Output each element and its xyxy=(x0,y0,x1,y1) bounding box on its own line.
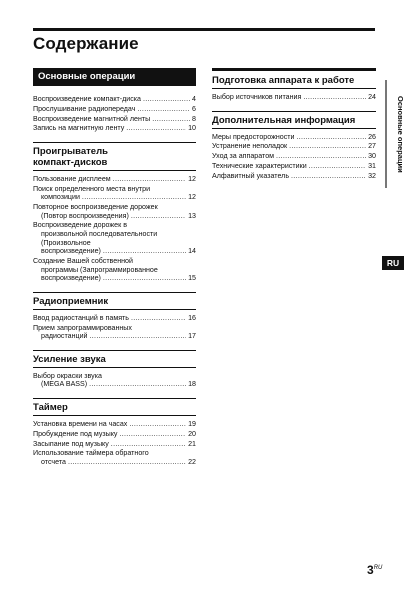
dot-leader xyxy=(131,314,186,323)
toc-entry-text: Воспроизведение магнитной ленты xyxy=(33,114,151,123)
dot-leader xyxy=(68,458,186,467)
section-title-sound: Усиление звука xyxy=(33,350,196,368)
side-tab-label: Основные операции xyxy=(396,95,405,173)
toc-entry xyxy=(33,430,196,439)
section-title-line: компакт-дисков xyxy=(33,156,108,168)
section-cd-player xyxy=(33,142,196,283)
toc-page-number: 24 xyxy=(368,93,376,101)
toc-entry-last-line xyxy=(33,247,196,256)
toc-entry-last-line xyxy=(33,274,196,283)
toc-left-column xyxy=(33,68,196,476)
dot-leader xyxy=(111,440,186,449)
toc-entry-last-line xyxy=(212,142,376,151)
toc-entry-last-line xyxy=(33,430,196,439)
side-section-tab xyxy=(385,80,405,188)
toc-entry-text: Поиск определенного места внутри xyxy=(33,184,151,193)
toc-entry-text: Пользование дисплеем xyxy=(33,174,111,183)
section-title-basic: Основные операции xyxy=(33,68,196,86)
toc-entry-last-line xyxy=(212,172,376,181)
toc-page-number: 19 xyxy=(188,419,196,428)
title-rule xyxy=(33,28,375,31)
toc-entry-last-line xyxy=(33,440,196,449)
toc-entry-last-line xyxy=(33,212,196,221)
toc-entry-text: Засыпание под музыку xyxy=(33,439,109,448)
page-title: Содержание xyxy=(33,34,139,53)
dot-leader xyxy=(119,430,186,439)
page-number-value: 3 xyxy=(367,563,374,577)
toc-entry-last-line xyxy=(33,458,196,467)
dot-leader xyxy=(309,162,366,171)
toc-entry-last-line xyxy=(33,193,196,202)
toc-entry-last-line xyxy=(33,380,196,389)
dot-leader xyxy=(303,93,366,102)
toc-page-number: 30 xyxy=(368,152,376,161)
toc-entry-text: отсчета xyxy=(41,457,66,466)
section-title-extra: Дополнительная информация xyxy=(212,111,376,129)
toc-page-number: 6 xyxy=(192,104,196,113)
toc-entry xyxy=(33,185,196,202)
toc-entry xyxy=(33,449,196,466)
toc-entry-last-line xyxy=(212,162,376,171)
section-sound xyxy=(33,350,196,389)
dot-leader xyxy=(137,105,190,114)
toc-entry xyxy=(33,203,196,220)
toc-entry-text: Алфавитный указатель xyxy=(212,171,290,180)
toc-entry xyxy=(212,172,376,181)
dot-leader xyxy=(89,380,186,389)
toc-page-number: 26 xyxy=(368,132,376,141)
toc-entry-text: Устранение неполадок xyxy=(212,142,288,151)
dot-leader xyxy=(103,274,186,283)
section-preparation xyxy=(212,68,376,102)
toc-page-number: 27 xyxy=(368,142,376,151)
toc-entry-text: (MEGA BASS) xyxy=(41,380,88,389)
toc-entry-text: воспроизведение) xyxy=(41,247,101,256)
toc-entry-last-line xyxy=(33,115,196,124)
toc-entries xyxy=(33,420,196,467)
toc-entry-text: Уход за аппаратом xyxy=(212,152,275,161)
section-title-radio: Радиоприемник xyxy=(33,292,196,310)
section-radio xyxy=(33,292,196,341)
toc-entry-text: Прием запрограммированных xyxy=(33,323,132,332)
toc-page-number: 14 xyxy=(188,247,196,256)
toc-entry-last-line xyxy=(33,105,196,114)
toc-entry xyxy=(212,162,376,171)
toc-entry-text: Выбор окраски звука xyxy=(33,371,102,380)
toc-entry xyxy=(212,142,376,151)
toc-page-number: 32 xyxy=(368,171,376,180)
toc-entries xyxy=(33,314,196,341)
toc-page-number: 10 xyxy=(188,124,196,133)
dot-leader xyxy=(152,115,190,124)
toc-entry-text: композиции xyxy=(41,193,80,202)
dot-leader xyxy=(113,175,186,184)
language-badge: RU xyxy=(382,256,404,270)
toc-entries xyxy=(33,372,196,389)
toc-entry-last-line xyxy=(33,420,196,429)
toc-entry xyxy=(212,152,376,161)
toc-page-number: 8 xyxy=(192,114,196,123)
dot-leader xyxy=(103,247,186,256)
toc-entry-text: Выбор источников питания xyxy=(212,93,302,101)
toc-page-number: 20 xyxy=(188,429,196,438)
toc-page-number: 22 xyxy=(188,457,196,466)
dot-leader xyxy=(129,420,186,429)
toc-page-number: 18 xyxy=(188,380,196,389)
dot-leader xyxy=(131,212,186,221)
toc-entry-last-line xyxy=(212,152,376,161)
toc-entry-last-line xyxy=(33,332,196,341)
toc-entries xyxy=(212,133,376,181)
toc-entry xyxy=(33,105,196,114)
dot-leader xyxy=(90,332,187,341)
toc-entry xyxy=(33,420,196,429)
toc-entry xyxy=(33,95,196,104)
toc-entry xyxy=(33,257,196,283)
dot-leader xyxy=(289,142,366,151)
toc-entry-last-line xyxy=(33,124,196,133)
toc-entry-last-line xyxy=(212,93,376,102)
toc-entry-text: Ввод радиостанций в память xyxy=(33,313,129,322)
toc-page-number: 31 xyxy=(368,161,376,170)
toc-entry-text: (Произвольное xyxy=(41,238,91,247)
dot-leader xyxy=(82,193,186,202)
toc-right-column xyxy=(212,68,376,189)
toc-entry-text: воспроизведение) xyxy=(41,274,101,283)
page-number-suffix: RU xyxy=(373,565,383,571)
dot-leader xyxy=(291,172,366,181)
toc-entry-text: Меры предосторожности xyxy=(212,132,295,141)
toc-entry-text: Воспроизведение дорожек в xyxy=(33,221,127,230)
dot-leader xyxy=(276,152,366,161)
toc-page-number: 15 xyxy=(188,274,196,283)
section-title-cd xyxy=(33,142,196,171)
dot-leader xyxy=(296,133,366,142)
toc-entry-text: (Повтор воспроизведения) xyxy=(41,211,129,220)
section-title-timer: Таймер xyxy=(33,398,196,416)
toc-entry xyxy=(212,93,376,102)
toc-entry-text: Технические характеристики xyxy=(212,161,307,170)
toc-entry-text: Установка времени на часах xyxy=(33,419,128,428)
toc-page-number: 16 xyxy=(188,313,196,322)
page-number xyxy=(367,563,382,577)
toc-entry-last-line xyxy=(33,314,196,323)
toc-page-number: 17 xyxy=(188,332,196,341)
toc-entry xyxy=(33,440,196,449)
toc-entry xyxy=(33,124,196,133)
toc-entry-text: программы (Запрограммированное xyxy=(41,265,158,274)
toc-entry-text: Повторное воспроизведение дорожек xyxy=(33,203,158,212)
toc-entry-text: Создание Вашей собственной xyxy=(33,257,133,266)
toc-entry xyxy=(33,314,196,323)
toc-entry xyxy=(33,175,196,184)
toc-entry xyxy=(33,115,196,124)
toc-entry-last-line xyxy=(33,95,196,104)
toc-entry-last-line xyxy=(212,133,376,142)
section-basic-operations xyxy=(33,68,196,133)
toc-page-number: 12 xyxy=(188,174,196,183)
toc-page-number: 21 xyxy=(188,439,196,448)
toc-entry xyxy=(33,372,196,389)
toc-entries xyxy=(33,175,196,283)
toc-entry-text: Воспроизведение компакт-диска xyxy=(33,95,141,103)
toc-entry-text: Прослушивание радиопередач xyxy=(33,104,136,113)
section-additional-info xyxy=(212,111,376,181)
toc-entry xyxy=(33,324,196,341)
toc-entry-text: Использование таймера обратного xyxy=(33,449,149,458)
toc-entry-text: Пробуждение под музыку xyxy=(33,429,118,438)
toc-page-number: 13 xyxy=(188,211,196,220)
dot-leader xyxy=(126,124,186,133)
section-title-prep: Подготовка аппарата к работе xyxy=(212,68,376,89)
toc-entries xyxy=(33,95,196,133)
toc-entry xyxy=(212,133,376,142)
toc-page-number: 4 xyxy=(192,95,196,103)
toc-entry-text: Запись на магнитную ленту xyxy=(33,124,125,133)
toc-entry xyxy=(33,221,196,255)
dot-leader xyxy=(143,95,190,104)
toc-entry-text: произвольной последовательности xyxy=(41,230,158,239)
toc-page-number: 12 xyxy=(188,193,196,202)
toc-entry-last-line xyxy=(33,175,196,184)
section-timer xyxy=(33,398,196,467)
toc-entry-text: радиостанций xyxy=(41,332,88,341)
section-title-line: Проигрыватель xyxy=(33,145,108,157)
toc-entries xyxy=(212,93,376,102)
